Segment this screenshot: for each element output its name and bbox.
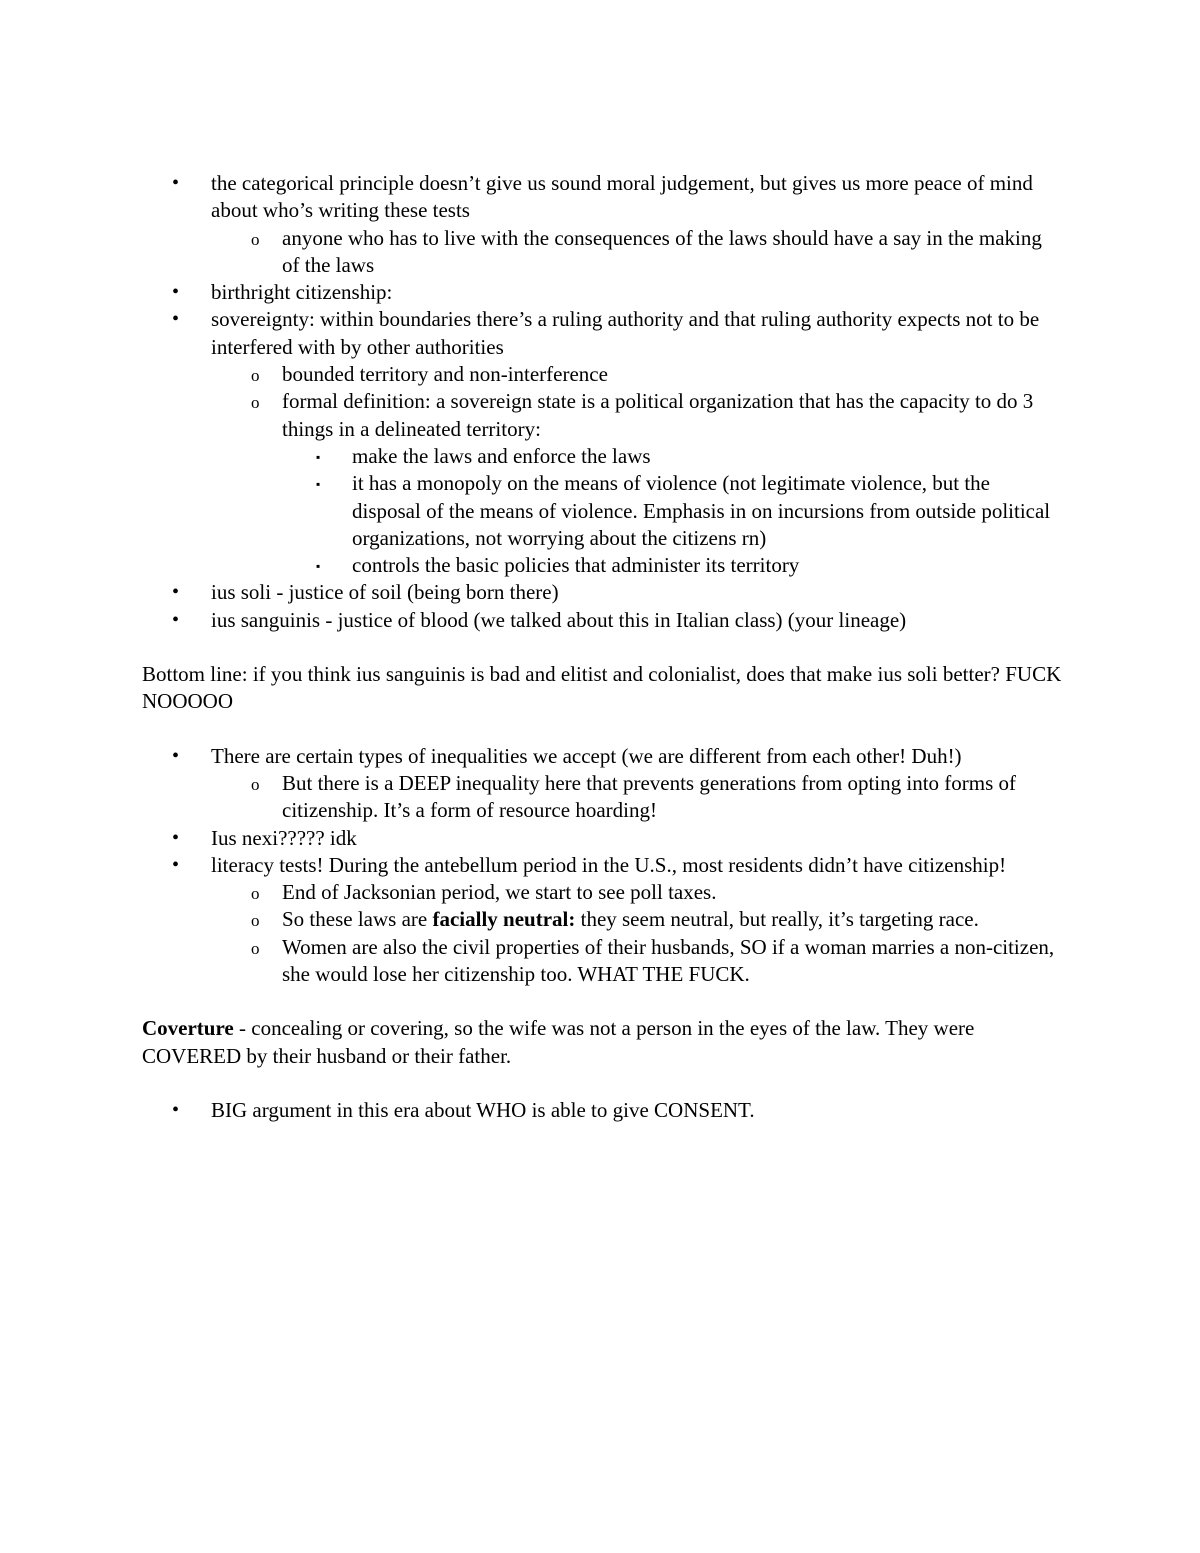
sub-list: [213, 770, 1062, 825]
list-item-text: ius sanguinis - justice of blood (we talked about this in Italian class) (your lineage): [211, 607, 907, 632]
list-item-text: the categorical principle doesn’t give us sound moral judgement, but gives us more peace of mind about who’s writing these tests: [211, 171, 1033, 223]
list-item-text: birthright citizenship:: [211, 280, 393, 305]
bullet-list-1: [142, 170, 1062, 634]
bold-term: facially neutral:: [432, 907, 576, 932]
bullet-icon: •: [172, 1098, 180, 1121]
list-item: [282, 470, 1062, 552]
document-page: [142, 170, 1062, 1124]
sub-sub-list: [282, 443, 1062, 579]
list-item-text: End of Jacksonian period, we start to see poll taxes.: [282, 880, 717, 905]
circle-bullet-icon: o: [251, 229, 260, 249]
list-item-text: There are certain types of inequalities we accept (we are different from each other! Duh!): [211, 743, 962, 768]
bullet-icon: •: [172, 608, 180, 631]
list-item: [213, 388, 1062, 579]
circle-bullet-icon: o: [251, 884, 260, 904]
list-item: [282, 552, 1062, 579]
bullet-icon: •: [172, 281, 180, 304]
list-item-text: formal definition: a sovereign state is a political organization that has the capacity to do 3 things in a delineated territory:: [282, 389, 1034, 441]
list-item-text: Women are also the civil properties of their husbands, SO if a woman marries a non-citizen, she would lose her citizenship too. WHAT THE FUCK.: [282, 934, 1055, 987]
bullet-icon: •: [172, 853, 180, 876]
bullet-icon: •: [172, 581, 180, 604]
list-item: [142, 852, 1062, 988]
list-item: [142, 279, 1062, 306]
circle-bullet-icon: o: [251, 938, 260, 958]
coverture-term: Coverture: [142, 1016, 234, 1041]
bullet-icon: •: [172, 308, 180, 331]
list-item: [213, 225, 1062, 280]
list-item: [213, 879, 1062, 906]
square-bullet-icon: ▪: [316, 449, 321, 464]
list-item: [213, 934, 1062, 989]
list-item: [142, 743, 1062, 825]
list-item-text: literacy tests! During the antebellum period in the U.S., most residents didn’t have citizenship!: [211, 852, 1007, 877]
square-bullet-icon: ▪: [316, 477, 321, 492]
list-item-text: BIG argument in this era about WHO is able to give CONSENT.: [211, 1097, 755, 1122]
list-item: [142, 170, 1062, 279]
list-item-text: sovereignty: within boundaries there’s a ruling authority and that ruling authority expects not to be interfered with by other authorities: [211, 307, 1040, 359]
list-item-text: But there is a DEEP inequality here that prevents generations from opting into forms of citizenship. It’s a form of resource hoarding!: [282, 770, 1017, 823]
list-item-text: it has a monopoly on the means of violence (not legitimate violence, but the disposal of the means of violence. Emphasis in on incursions from outside political organizations, not worrying about the citizens rn): [352, 471, 1051, 550]
bottom-line-paragraph: Bottom line: if you think ius sanguinis is bad and elitist and colonialist, does that make ius soli better? FUCK NOOOOO: [142, 662, 1062, 714]
bullet-list-3: [142, 1097, 1062, 1124]
circle-bullet-icon: o: [251, 774, 260, 794]
list-item-text: controls the basic policies that administer its territory: [352, 553, 800, 578]
list-item: [213, 770, 1062, 825]
list-item: [213, 361, 1062, 388]
circle-bullet-icon: o: [251, 366, 260, 386]
coverture-paragraph: [142, 1015, 1062, 1070]
list-item: [142, 1097, 1062, 1124]
sub-list: [213, 361, 1062, 579]
list-item-text: [282, 907, 979, 931]
bullet-list-2: [142, 743, 1062, 989]
list-item-text: anyone who has to live with the consequences of the laws should have a say in the making of the laws: [282, 225, 1042, 277]
list-item-text-pre: So these laws are: [282, 907, 433, 932]
list-item-text-post: they seem neutral, but really, it’s targeting race.: [575, 907, 979, 932]
list-item: [142, 825, 1062, 852]
list-item-text: bounded territory and non-interference: [282, 362, 608, 387]
sub-list: [213, 879, 1062, 988]
list-item: [142, 579, 1062, 606]
sub-list: [213, 225, 1062, 280]
bullet-icon: •: [172, 826, 180, 849]
list-item: [282, 443, 1062, 470]
circle-bullet-icon: o: [251, 393, 260, 413]
bullet-icon: •: [172, 744, 180, 767]
list-item: [213, 906, 1062, 933]
list-item: [142, 306, 1062, 579]
coverture-definition: - concealing or covering, so the wife was not a person in the eyes of the law. They were COVERED by their husband or their father.: [142, 1016, 975, 1068]
list-item-text: ius soli - justice of soil (being born there): [211, 580, 559, 605]
list-item-text: Ius nexi????? idk: [211, 825, 357, 850]
square-bullet-icon: ▪: [316, 559, 321, 574]
list-item-text: make the laws and enforce the laws: [352, 443, 651, 468]
circle-bullet-icon: o: [251, 911, 260, 931]
bullet-icon: •: [172, 172, 180, 194]
list-item: [142, 607, 1062, 634]
